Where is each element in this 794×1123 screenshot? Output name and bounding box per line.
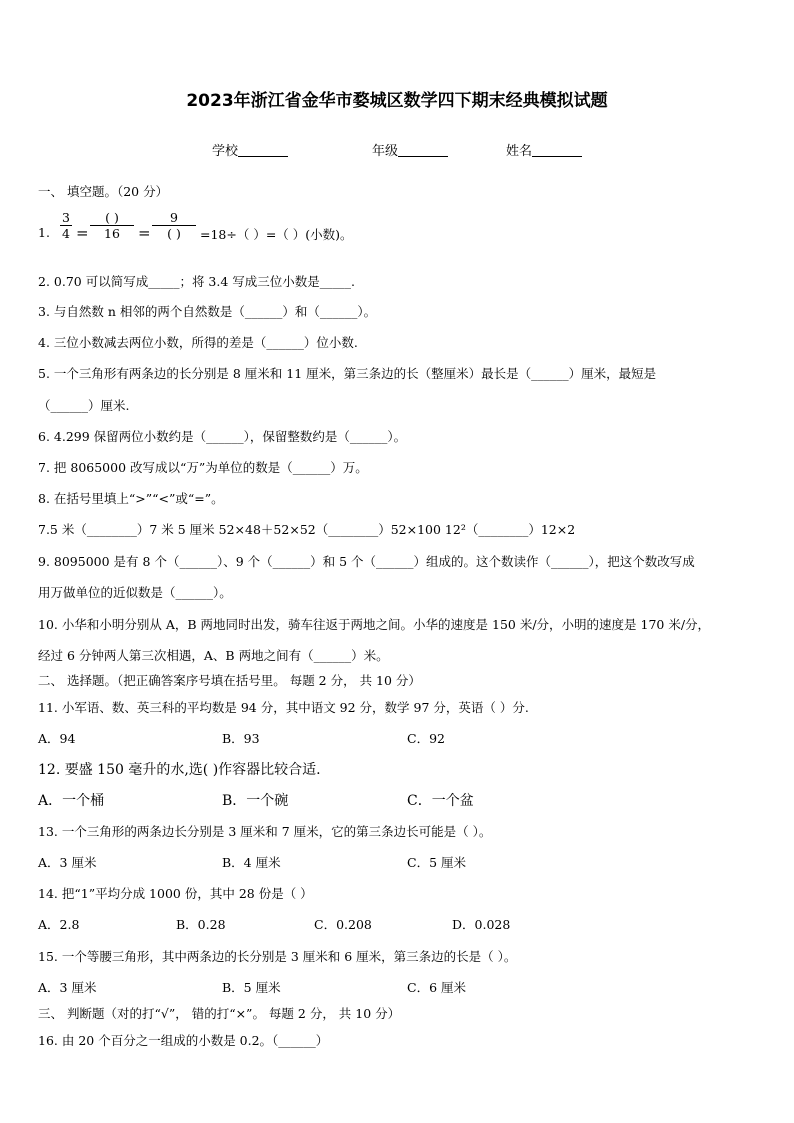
q13-option-b[interactable]: B．4 厘米 xyxy=(222,855,281,870)
q13-option-c[interactable]: C．5 厘米 xyxy=(407,855,466,870)
q15-option-b[interactable]: B．5 厘米 xyxy=(222,980,281,995)
grade-blank[interactable] xyxy=(398,142,448,157)
fraction-numerator: 9 xyxy=(152,210,196,226)
question-6: 6. 4.299 保留两位小数约是（______），保留整数约是（______）。 xyxy=(38,429,407,444)
page-title: 2023年浙江省金华市婺城区数学四下期末经典模拟试题 xyxy=(186,91,608,111)
q15-option-a[interactable]: A．3 厘米 xyxy=(38,980,97,995)
q13-option-a[interactable]: A．3 厘米 xyxy=(38,855,97,870)
q11-option-b[interactable]: B．93 xyxy=(222,731,260,746)
question-16: 16. 由 20 个百分之一组成的小数是 0.2。（______） xyxy=(38,1033,329,1048)
question-10-cont: 经过 6 分钟两人第三次相遇，A、B 两地之间有（______）米。 xyxy=(38,648,389,663)
q11-option-a[interactable]: A．94 xyxy=(38,731,76,746)
question-9: 9. 8095000 是有 8 个（______）、9 个（______）和 5 个（______）组成的。这个数读作（______），把这个数改写成 xyxy=(38,554,695,569)
section-fill-blank: 一、 填空题。（20 分） xyxy=(38,184,169,199)
section-choice: 二、 选择题。（把正确答案序号填在括号里。 每题 2 分， 共 10 分） xyxy=(38,673,421,688)
q14-option-d[interactable]: D．0.028 xyxy=(452,917,511,932)
question-3: 3. 与自然数 n 相邻的两个自然数是（______）和（______）。 xyxy=(38,304,377,319)
fraction-9-blank xyxy=(152,210,196,241)
school-blank[interactable] xyxy=(238,142,288,157)
q11-option-c[interactable]: C．92 xyxy=(407,731,445,746)
name-label: 姓名 xyxy=(506,144,533,159)
question-13: 13. 一个三角形的两条边长分别是 3 厘米和 7 厘米，它的第三条边长可能是（ ）。 xyxy=(38,824,492,839)
q1-number: 1. xyxy=(38,225,50,240)
fraction-3-4 xyxy=(60,210,72,241)
section-judge: 三、 判断题（对的打“√”， 错的打“×”。 每题 2 分， 共 10 分） xyxy=(38,1006,401,1021)
question-12: 12. 要盛 150 毫升的水,选( )作容器比较合适. xyxy=(38,762,321,778)
question-15: 15. 一个等腰三角形，其中两条边的长分别是 3 厘米和 6 厘米，第三条边的长是（ ）。 xyxy=(38,949,517,964)
question-14: 14. 把“1”平均分成 1000 份，其中 28 份是（ ） xyxy=(38,886,313,901)
q14-option-a[interactable]: A．2.8 xyxy=(38,917,80,932)
question-2: 2. 0.70 可以简写成_____；将 3.4 写成三位小数是_____. xyxy=(38,274,356,289)
question-7: 7. 把 8065000 改写成以“万”为单位的数是（______）万。 xyxy=(38,460,368,475)
question-4: 4. 三位小数减去两位小数，所得的差是（______）位小数. xyxy=(38,335,358,350)
equals-sign: = xyxy=(138,224,151,242)
fraction-numerator[interactable]: ( ) xyxy=(90,210,134,226)
school-label: 学校 xyxy=(212,144,239,159)
q1-tail: =18÷（ ）=（ ）(小数)。 xyxy=(200,227,353,242)
grade-field xyxy=(372,140,448,159)
q12-option-a[interactable]: A．一个桶 xyxy=(38,793,105,809)
name-blank[interactable] xyxy=(532,142,582,157)
fraction-denominator: 16 xyxy=(104,226,120,241)
school-field xyxy=(212,140,288,159)
q14-option-b[interactable]: B．0.28 xyxy=(176,917,226,932)
fraction-denominator[interactable]: ( ) xyxy=(167,226,181,241)
q12-option-b[interactable]: B．一个碗 xyxy=(222,793,289,809)
equals-sign: = xyxy=(76,224,89,242)
q15-option-c[interactable]: C．6 厘米 xyxy=(407,980,466,995)
fraction-numerator: 3 xyxy=(60,210,72,226)
fraction-blank-16 xyxy=(90,210,134,241)
q12-option-c[interactable]: C．一个盆 xyxy=(407,793,474,809)
grade-label: 年级 xyxy=(372,144,399,159)
q14-option-c[interactable]: C．0.208 xyxy=(314,917,372,932)
question-8: 8. 在括号里填上“>”“<”或“=”。 xyxy=(38,491,224,506)
fraction-denominator: 4 xyxy=(62,226,70,241)
question-9-cont: 用万做单位的近似数是（______）。 xyxy=(38,585,232,600)
question-5-cont: （______）厘米. xyxy=(38,398,130,413)
question-10: 10. 小华和小明分别从 A，B 两地同时出发，骑车往返于两地之间。小华的速度是 150 米/分，小明的速度是 170 米/分， xyxy=(38,617,711,632)
question-11: 11. 小军语、数、英三科的平均数是 94 分，其中语文 92 分，数学 97 分，英语（ ）分. xyxy=(38,700,529,715)
question-5: 5. 一个三角形有两条边的长分别是 8 厘米和 11 厘米，第三条边的长（整厘米）最长是（______）厘米，最短是 xyxy=(38,366,657,381)
question-8-items: 7.5 米（________）7 米 5 厘米 52×48＋52×52（________）52×100 12²（________）12×2 xyxy=(38,522,576,537)
name-field xyxy=(506,140,582,159)
